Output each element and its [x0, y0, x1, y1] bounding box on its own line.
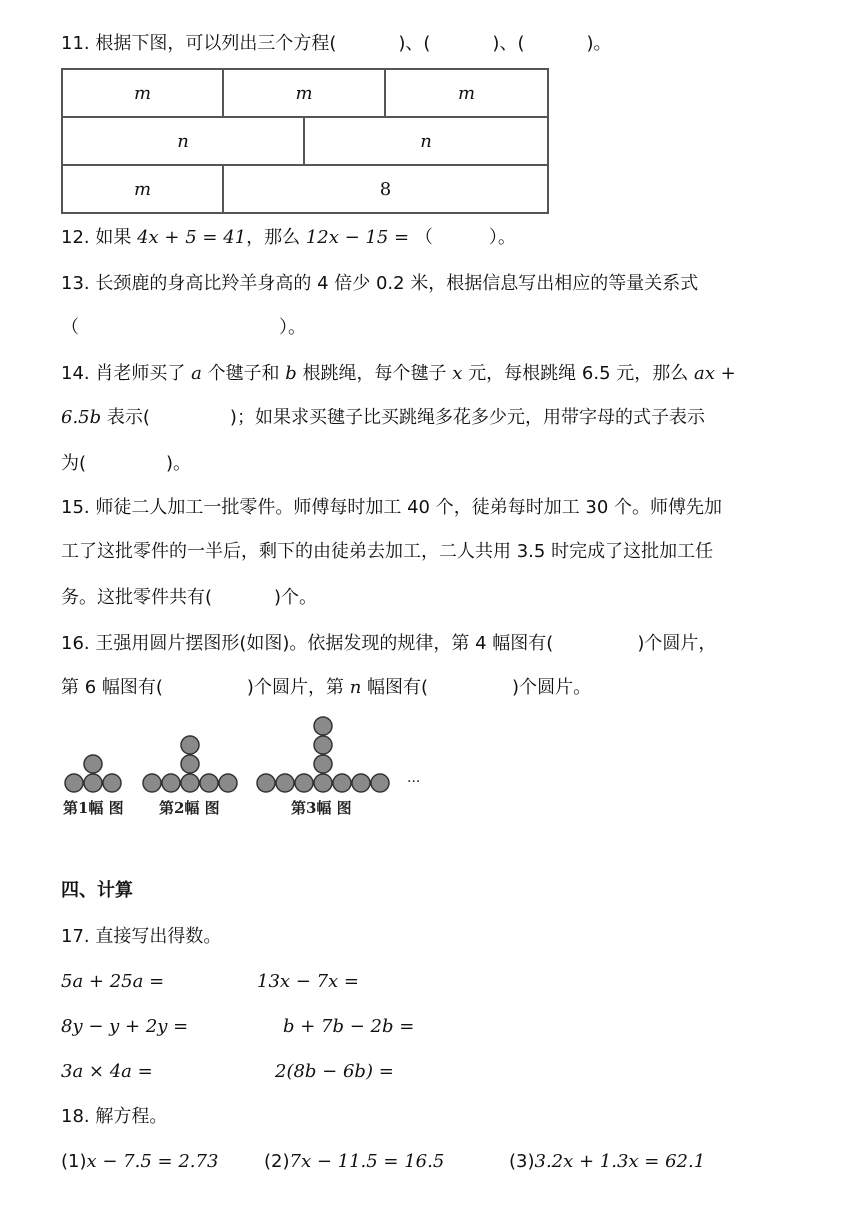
q15-line3: 务。这批零件共有( )个。	[61, 587, 318, 608]
disc	[352, 774, 370, 792]
q17-item: b + 7b − 2b =	[283, 1016, 415, 1037]
q17-item: 8y − y + 2y =	[61, 1016, 189, 1037]
q12-equation: 4x + 5 = 41	[137, 227, 247, 248]
cell-m-2: m	[223, 69, 385, 117]
q16-line1: 16. 王强用圆片摆图形(如图)。依据发现的规律，第 4 幅图有( )个圆片，	[61, 633, 717, 654]
q18-item-1: (1)x − 7.5 = 2.73	[61, 1151, 219, 1172]
cell-n-2: n	[304, 117, 548, 165]
q15-line2: 工了这批零件的一半后，剩下的由徒弟去加工，二人共用 3.5 时完成了这批加工任	[61, 541, 714, 562]
disc	[84, 755, 102, 773]
q14-line2: 6.5b 表示( )；如果求买毽子比买跳绳多花多少元，用带字母的式子表示	[61, 407, 705, 428]
q17-item: 13x − 7x =	[257, 971, 359, 992]
q16-line2: 第 6 幅图有( )个圆片，第 n 幅图有( )个圆片。	[61, 677, 592, 698]
q17-title: 17. 直接写出得数。	[61, 926, 222, 947]
disc	[314, 717, 332, 735]
q17-item: 2(8b − 6b) =	[275, 1061, 394, 1082]
section-title: 四、计算	[61, 880, 133, 901]
cell-m-3: m	[385, 69, 548, 117]
q16-disc-pattern-figure	[55, 712, 455, 822]
disc	[181, 736, 199, 754]
q12-text: 12. 如果 4x + 5 = 41，那么 12x − 15 = （ ）。	[61, 227, 516, 248]
disc	[314, 774, 332, 792]
cell-n-1: n	[62, 117, 304, 165]
disc	[84, 774, 102, 792]
figure-ellipsis: ···	[407, 774, 421, 790]
q12-expression: 12x − 15 =	[305, 227, 410, 248]
cell-8: 8	[223, 165, 548, 213]
q13-line1: 13. 长颈鹿的身高比羚羊身高的 4 倍少 0.2 米，根据信息写出相应的等量关系式	[61, 273, 699, 294]
figure-label-2: 第2幅 图	[159, 799, 220, 817]
disc	[200, 774, 218, 792]
disc	[103, 774, 121, 792]
q17-item: 3a × 4a =	[61, 1061, 153, 1082]
q14-line1: 14. 肖老师买了 a 个毽子和 b 根跳绳，每个毽子 x 元，每根跳绳 6.5 元，那么 ax +	[61, 363, 736, 384]
disc	[162, 774, 180, 792]
q17-item: 5a + 25a =	[61, 971, 165, 992]
disc	[371, 774, 389, 792]
disc	[333, 774, 351, 792]
q11-text: 11. 根据下图，可以列出三个方程( )、( )、( )。	[61, 33, 612, 54]
cell-m-4: m	[62, 165, 223, 213]
q18-title: 18. 解方程。	[61, 1106, 168, 1127]
cell-m-1: m	[62, 69, 223, 117]
disc	[219, 774, 237, 792]
disc	[314, 755, 332, 773]
figure-label-3: 第3幅 图	[291, 799, 352, 817]
figure-label-1: 第1幅 图	[63, 799, 124, 817]
disc	[143, 774, 161, 792]
q14-line3: 为( )。	[61, 453, 192, 474]
q18-item-3: (3)3.2x + 1.3x = 62.1	[509, 1151, 706, 1172]
q13-line2: （ ）。	[61, 317, 306, 338]
q15-line1: 15. 师徒二人加工一批零件。师傅每时加工 40 个，徒弟每时加工 30 个。师傅先加	[61, 497, 723, 518]
disc	[295, 774, 313, 792]
q11-segment-table	[61, 68, 549, 214]
q18-item-2: (2)7x − 11.5 = 16.5	[264, 1151, 445, 1172]
disc	[314, 736, 332, 754]
disc	[257, 774, 275, 792]
disc	[65, 774, 83, 792]
disc	[181, 774, 199, 792]
disc	[181, 755, 199, 773]
disc	[276, 774, 294, 792]
